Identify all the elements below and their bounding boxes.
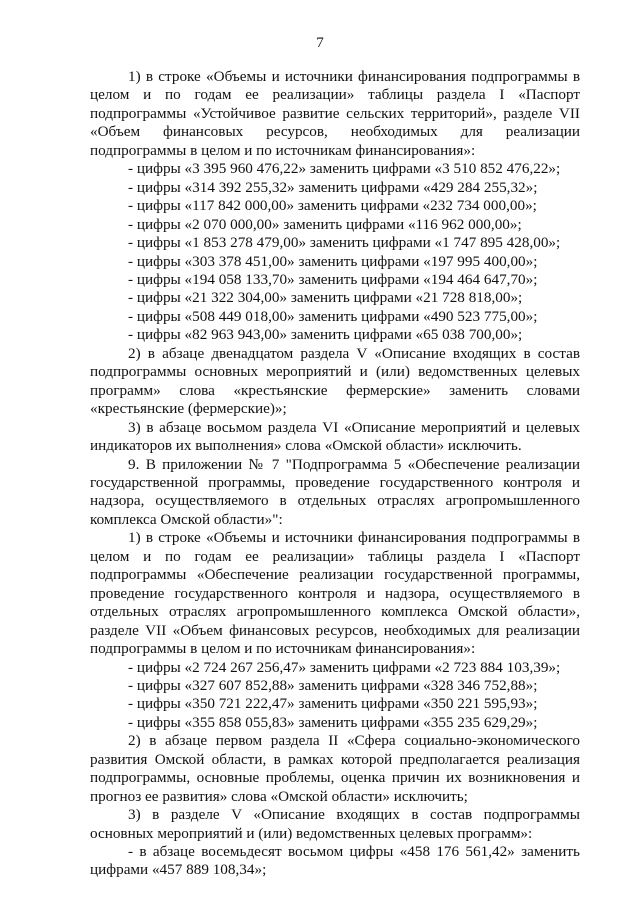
list-item: - цифры «194 058 133,70» заменить цифрами «194 464 647,70»;: [128, 270, 538, 288]
list-item: - цифры «2 070 000,00» заменить цифрами «116 962 000,00»;: [128, 215, 522, 233]
list-item: - цифры «350 721 222,47» заменить цифрами «350 221 595,93»;: [128, 695, 538, 713]
paragraph: 1) в строке «Объемы и источники финансирования подпрограммы в целом и по годам ее реализации» таблицы раздела I «Паспорт подпрограммы «Устойчивое развитие сельских территорий», разделе VII «Объем финансовых ресурсов, необходимых для реализации подпрограммы в целом и по источникам финансирования»:: [90, 68, 580, 159]
list-item: - цифры «21 322 304,00» заменить цифрами «21 728 818,00»;: [128, 289, 523, 307]
list-item: - цифры «303 378 451,00» заменить цифрами «197 995 400,00»;: [128, 252, 538, 270]
paragraph: 3) в разделе V «Описание входящих в состав подпрограммы основных мероприятий и (или) ведомственных целевых программ»:: [90, 806, 580, 842]
list-item: - цифры «1 853 278 479,00» заменить цифрами «1 747 895 428,00»;: [128, 234, 561, 252]
list-item: - цифры «3 395 960 476,22» заменить цифрами «3 510 852 476,22»;: [128, 160, 561, 178]
paragraph: 1) в строке «Объемы и источники финансирования подпрограммы в целом и по годам ее реализации» таблицы раздела I «Паспорт подпрограммы «Обеспечение реализации государственной программы, проведение государственного контроля и надзора, осуществляемого в отдельных отраслях агропромышленного комплекса Омской области», разделе VII «Объем финансовых ресурсов, необходимых для реализации подпрограммы в целом и по источникам финансирования»:: [90, 529, 580, 658]
document-body: [90, 68, 580, 880]
paragraph: 9. В приложении № 7 "Подпрограмма 5 «Обеспечение реализации государственной программы, проведение государственного контроля и надзора, осуществляемого в отдельных отраслях агропромышленного комплекса Омской области»":: [90, 455, 580, 528]
list-item: - цифры «2 724 267 256,47» заменить цифрами «2 723 884 103,39»;: [128, 658, 561, 676]
paragraph: 2) в абзаце двенадцатом раздела V «Описание входящих в состав подпрограммы основных мероприятий и (или) ведомственных целевых программ» слова «крестьянские фермерские» заменить словами «крестьянские (фермерские)»;: [90, 344, 580, 418]
list-item: - цифры «327 607 852,88» заменить цифрами «328 346 752,88»;: [128, 676, 538, 694]
paragraph: 2) в абзаце первом раздела II «Сфера социально-экономического развития Омской области, в рамках которой предполагается реализация подпрограммы, основные проблемы, оценка причин их возникновения и прогноз ее развития» слова «Омской области» исключить;: [90, 732, 580, 805]
list-item: - цифры «117 842 000,00» заменить цифрами «232 734 000,00»;: [128, 197, 537, 215]
list-item: - цифры «314 392 255,32» заменить цифрами «429 284 255,32»;: [128, 178, 538, 196]
paragraph: - в абзаце восемьдесят восьмом цифры «458 176 561,42» заменить цифрами «457 889 108,34»;: [90, 843, 580, 879]
paragraph: 3) в абзаце восьмом раздела VI «Описание мероприятий и целевых индикаторов их выполнения» слова «Омской области» исключить.: [90, 418, 580, 455]
list-item: - цифры «355 858 055,83» заменить цифрами «355 235 629,29»;: [128, 713, 538, 731]
list-item: - цифры «82 963 943,00» заменить цифрами «65 038 700,00»;: [128, 326, 523, 344]
page-number: 7: [316, 35, 324, 51]
list-item: - цифры «508 449 018,00» заменить цифрами «490 523 775,00»;: [128, 307, 538, 325]
